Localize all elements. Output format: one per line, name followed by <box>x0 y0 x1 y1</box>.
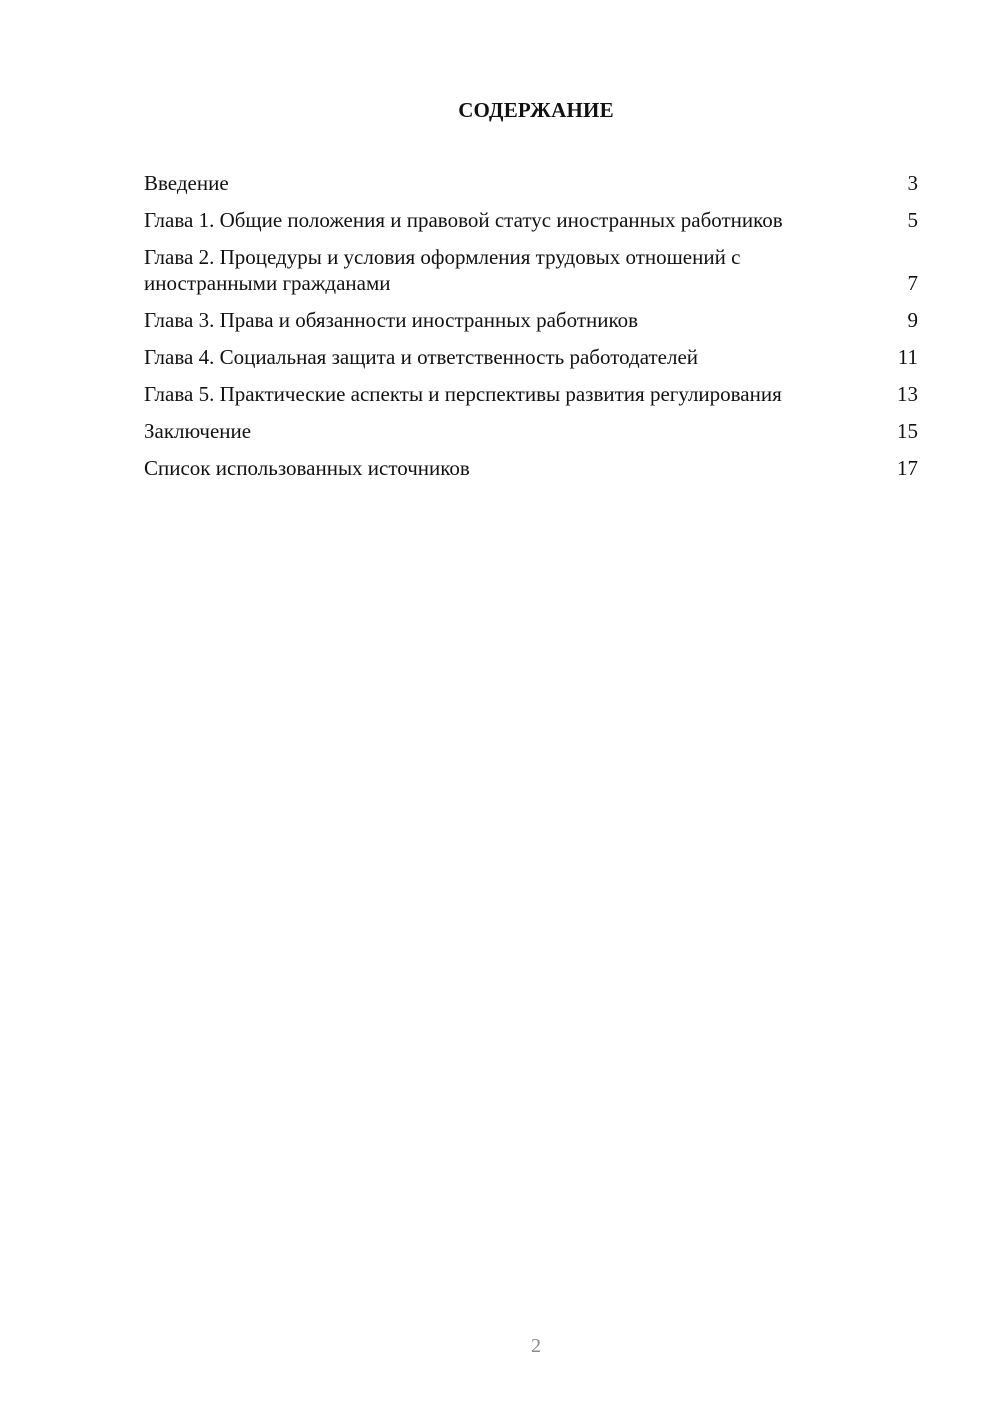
toc-entry-page: 5 <box>907 208 918 232</box>
toc-entry-title: Список использованных источников <box>144 456 470 480</box>
page-number: 2 <box>531 1335 541 1357</box>
toc-entry-conclusion <box>144 418 918 444</box>
toc-entry-page: 11 <box>897 345 918 369</box>
toc-entry-page: 17 <box>897 456 918 480</box>
toc-entry-title: Глава 5. Практические аспекты и перспективы развития регулирования <box>144 382 782 406</box>
toc-entry-chapter-2 <box>144 244 918 296</box>
table-of-contents <box>144 170 918 492</box>
toc-entry-page: 7 <box>907 271 918 295</box>
toc-entry-title: Введение <box>144 171 229 195</box>
toc-entry-chapter-1 <box>144 207 918 233</box>
toc-entry-title: Глава 3. Права и обязанности иностранных работников <box>144 308 639 332</box>
toc-entry-title: Глава 1. Общие положения и правовой статус иностранных работников <box>144 208 783 232</box>
toc-entry-page: 9 <box>907 308 918 332</box>
toc-entry-introduction <box>144 170 918 196</box>
page-title: СОДЕРЖАНИЕ <box>458 98 614 122</box>
toc-entry-chapter-5 <box>144 381 918 407</box>
toc-entry-chapter-4 <box>144 344 918 370</box>
toc-entry-chapter-3 <box>144 307 918 333</box>
toc-entry-references <box>144 455 918 481</box>
toc-entry-page: 13 <box>897 382 918 406</box>
toc-entry-page: 3 <box>907 171 918 195</box>
toc-entry-title: Глава 2. Процедуры и условия оформления трудовых отношений с иностранными гражданами <box>144 245 741 295</box>
toc-entry-page: 15 <box>897 419 918 443</box>
toc-entry-title: Заключение <box>144 419 252 443</box>
toc-entry-title: Глава 4. Социальная защита и ответственность работодателей <box>144 345 699 369</box>
